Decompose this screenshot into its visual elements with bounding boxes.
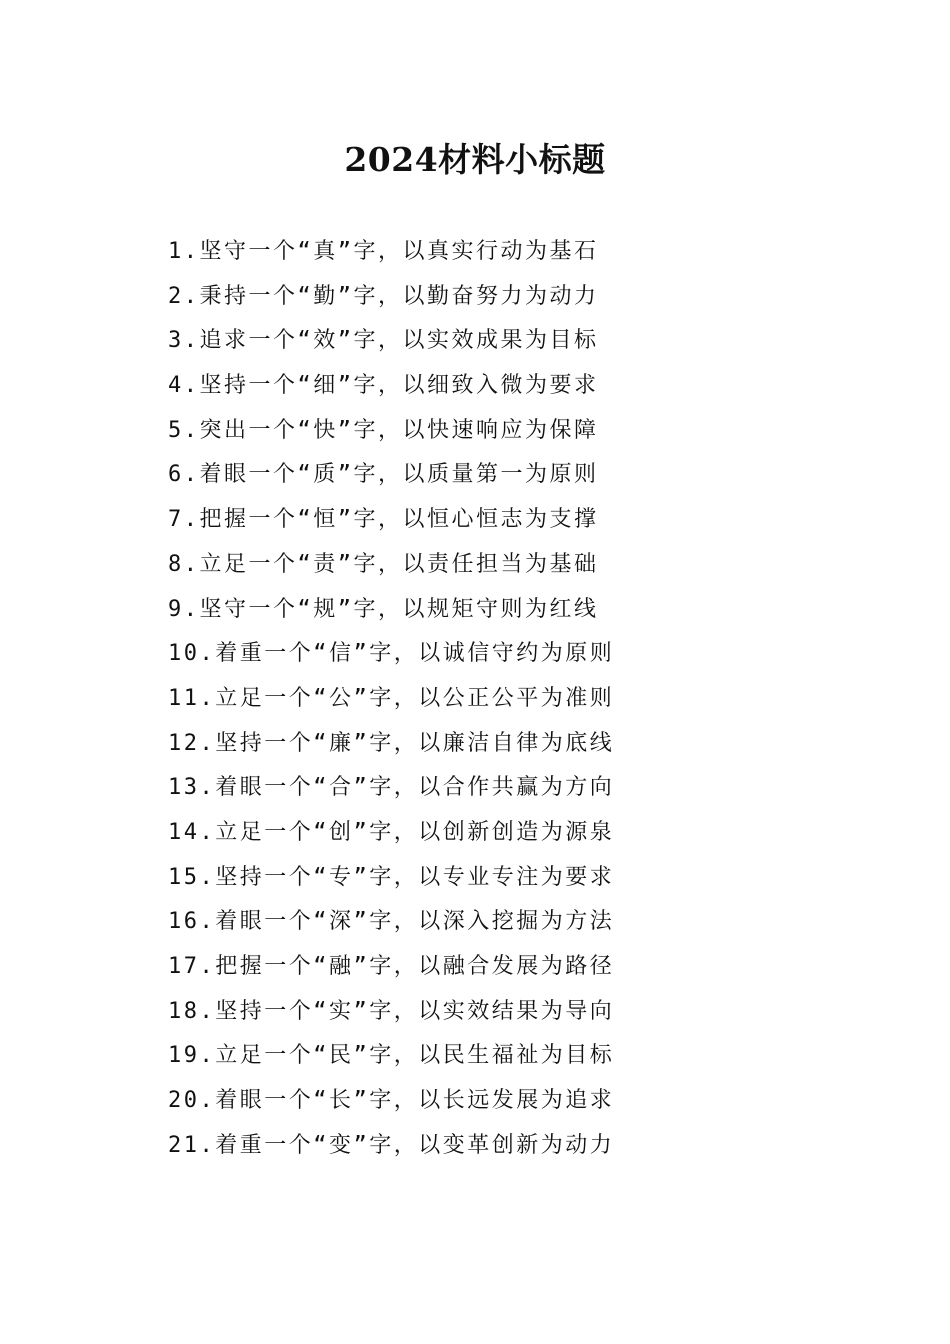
- list-item: 15.坚持一个“专”字，以专业专注为要求: [168, 864, 615, 890]
- list-item: 2.秉持一个“勤”字，以勤奋努力为动力: [168, 283, 599, 309]
- list-item: 7.把握一个“恒”字，以恒心恒志为支撑: [168, 507, 599, 533]
- list-item: 11.立足一个“公”字，以公正公平为准则: [168, 685, 615, 711]
- list-item: 9.坚守一个“规”字，以规矩守则为红线: [168, 596, 599, 622]
- list-item: 12.坚持一个“廉”字，以廉洁自律为底线: [168, 730, 615, 756]
- list-item: 19.立足一个“民”字，以民生福祉为目标: [168, 1043, 615, 1069]
- list-item: 8.立足一个“责”字，以责任担当为基础: [168, 551, 599, 577]
- list-item: 1.坚守一个“真”字，以真实行动为基石: [168, 239, 599, 264]
- list-item: 21.着重一个“变”字，以变革创新为动力: [168, 1132, 615, 1158]
- list-item: 6.着眼一个“质”字，以质量第一为原则: [168, 462, 599, 488]
- list-item: 5.突出一个“快”字，以快速响应为保障: [168, 417, 599, 443]
- list-item: 13.着眼一个“合”字，以合作共赢为方向: [168, 775, 615, 801]
- list-item: 20.着眼一个“长”字，以长远发展为追求: [168, 1088, 615, 1114]
- list-item: 17.把握一个“融”字，以融合发展为路径: [168, 954, 615, 979]
- list-item: 18.坚持一个“实”字，以实效结果为导向: [168, 998, 615, 1024]
- heading-list: [168, 230, 614, 1168]
- list-item: 4.坚持一个“细”字，以细致入微为要求: [168, 373, 599, 399]
- list-item: 10.着重一个“信”字，以诚信守约为原则: [168, 641, 615, 667]
- document-title: 2024材料小标题: [344, 140, 606, 179]
- list-item: 3.追求一个“效”字，以实效成果为目标: [168, 328, 599, 354]
- list-item: 16.着眼一个“深”字，以深入挖掘为方法: [168, 909, 615, 935]
- list-item: 14.立足一个“创”字，以创新创造为源泉: [168, 819, 615, 845]
